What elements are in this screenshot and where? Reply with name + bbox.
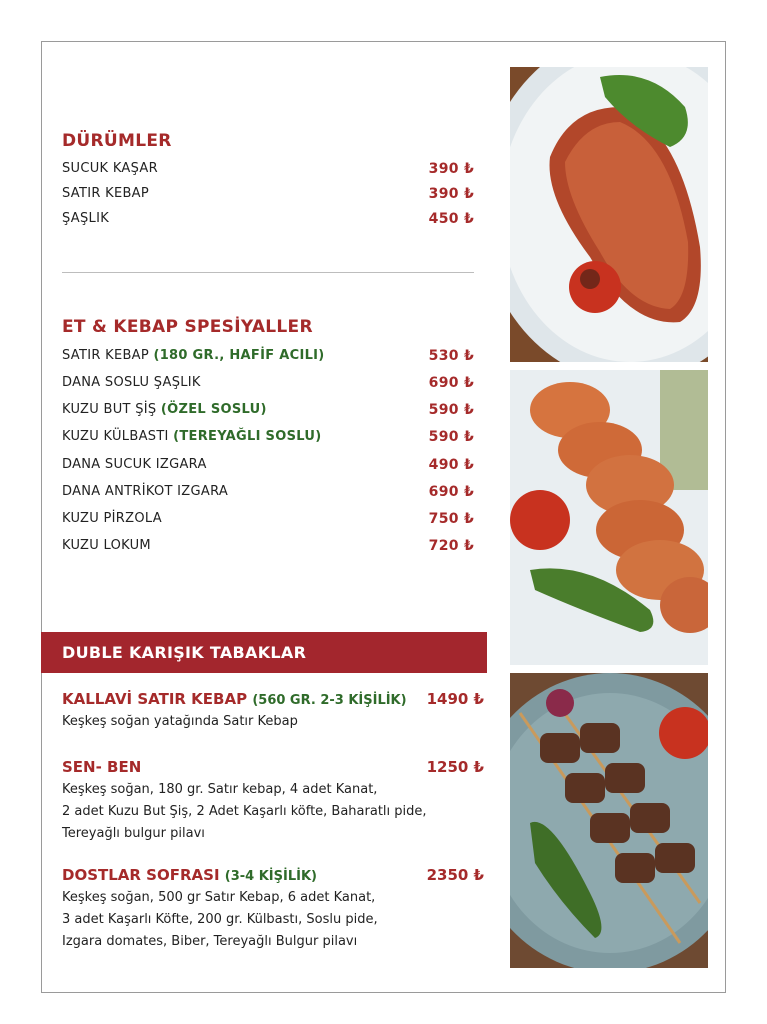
item-note: (ÖZEL SOSLU) xyxy=(160,402,267,417)
item-name: DANA SOSLU ŞAŞLIK xyxy=(62,375,201,390)
item-price: 390 ₺ xyxy=(428,186,474,202)
desc-line: Keşkeş soğan yatağında Satır Kebap xyxy=(62,714,298,729)
item-price: 590 ₺ xyxy=(428,402,474,418)
menu-item xyxy=(62,348,474,368)
menu-item xyxy=(62,511,474,531)
menu-item xyxy=(62,484,474,504)
combo-description xyxy=(62,779,482,845)
item-name: KUZU LOKUM xyxy=(62,538,151,553)
item-price: 590 ₺ xyxy=(428,429,474,445)
item-note: (TEREYAĞLI SOSLU) xyxy=(173,429,322,444)
combo-note: (3-4 KİŞİLİK) xyxy=(224,869,317,884)
combo-title xyxy=(62,758,484,778)
section-banner-duble xyxy=(41,632,487,673)
desc-line: Keşkeş soğan, 500 gr Satır Kebap, 6 adet Kanat, xyxy=(62,890,376,905)
item-price: 390 ₺ xyxy=(428,161,474,177)
item-price: 690 ₺ xyxy=(428,375,474,391)
desc-line: 2 adet Kuzu But Şiş, 2 Adet Kaşarlı köfte, Baharatlı pide, xyxy=(62,804,427,819)
menu-item xyxy=(62,161,474,181)
food-photo-adana-kebab xyxy=(510,67,708,362)
menu-item xyxy=(62,375,474,395)
combo-title xyxy=(62,866,484,886)
item-price: 530 ₺ xyxy=(428,348,474,364)
section-title-duble: DUBLE KARIŞIK TABAKLAR xyxy=(62,643,307,662)
item-name: ŞAŞLIK xyxy=(62,211,110,226)
item-name: SATIR KEBAP xyxy=(62,348,150,363)
food-photo-chicken-wings xyxy=(510,370,708,665)
food-photo-shish-kebab xyxy=(510,673,708,968)
item-name: KUZU BUT ŞİŞ xyxy=(62,402,157,417)
menu-item xyxy=(62,538,474,558)
menu-item xyxy=(62,186,474,206)
combo-price: 1250 ₺ xyxy=(426,758,484,776)
section-divider xyxy=(62,272,474,273)
item-name: KUZU KÜLBASTI xyxy=(62,429,169,444)
item-price: 690 ₺ xyxy=(428,484,474,500)
desc-line: Izgara domates, Biber, Tereyağlı Bulgur pilavı xyxy=(62,934,358,949)
desc-line: 3 adet Kaşarlı Köfte, 200 gr. Külbastı, Soslu pide, xyxy=(62,912,378,927)
menu-item xyxy=(62,211,474,231)
combo-description xyxy=(62,711,482,733)
item-name: DANA ANTRİKOT IZGARA xyxy=(62,484,229,499)
combo-price: 1490 ₺ xyxy=(426,690,484,708)
combo-name: SEN- BEN xyxy=(62,758,142,776)
item-price: 720 ₺ xyxy=(428,538,474,554)
item-price: 490 ₺ xyxy=(428,457,474,473)
combo-name: DOSTLAR SOFRASI xyxy=(62,866,220,884)
menu-item xyxy=(62,457,474,477)
combo-description xyxy=(62,887,482,953)
item-name: KUZU PİRZOLA xyxy=(62,511,162,526)
section-title-et-kebap: ET & KEBAP SPESİYALLER xyxy=(62,317,313,337)
combo-note: (560 GR. 2-3 KİŞİLİK) xyxy=(252,693,407,708)
item-name: DANA SUCUK IZGARA xyxy=(62,457,207,472)
item-price: 450 ₺ xyxy=(428,211,474,227)
item-price: 750 ₺ xyxy=(428,511,474,527)
item-note: (180 GR., HAFİF ACILI) xyxy=(153,348,325,363)
combo-name: KALLAVİ SATIR KEBAP xyxy=(62,690,248,708)
section-title-durumler: DÜRÜMLER xyxy=(62,131,172,151)
combo-title xyxy=(62,690,484,710)
desc-line: Tereyağlı bulgur pilavı xyxy=(62,826,205,841)
item-name: SATIR KEBAP xyxy=(62,186,150,201)
menu-item xyxy=(62,429,474,449)
desc-line: Keşkeş soğan, 180 gr. Satır kebap, 4 adet Kanat, xyxy=(62,782,378,797)
item-name: SUCUK KAŞAR xyxy=(62,161,158,176)
combo-price: 2350 ₺ xyxy=(426,866,484,884)
menu-item xyxy=(62,402,474,422)
